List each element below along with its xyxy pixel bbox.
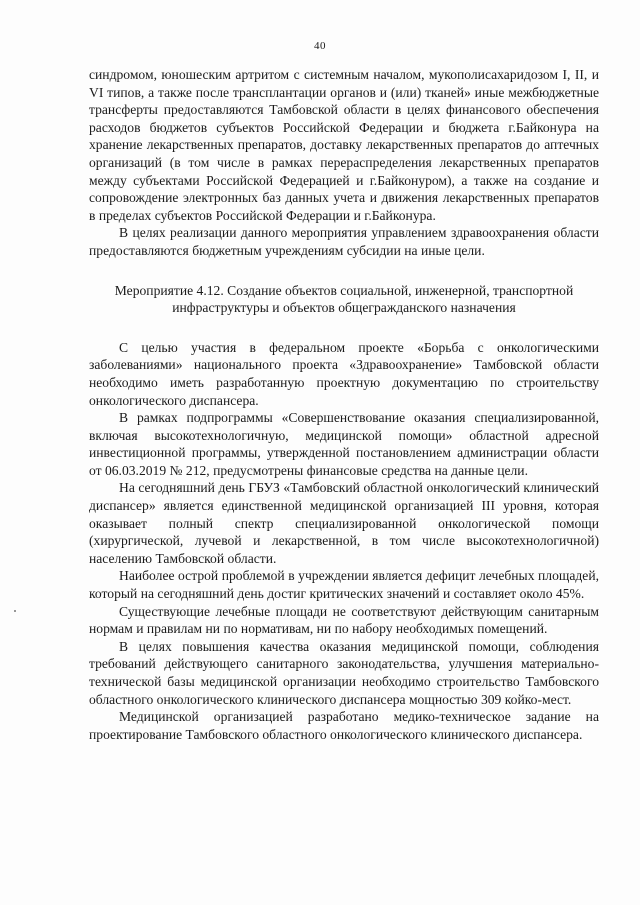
paragraph-continuation: синдромом, юношеским артритом с системным началом, мукополисахаридозом I, II, и VI типов, а также после трансплантации органов и (или) тканей» иные межбюджетные трансферты предоставляются Тамбовской области в целях финансового обеспечения расходов бюджетов субъектов Российской Федерации и бюджета г.Байконура на хранение лекарственных препаратов, доставку лекарственных препаратов до аптечных организаций (в том числе в рамках перераспределения лекарственных препаратов между субъектами Российской Федерацией и г.Байконуром), а также на создание и сопровождение электронных баз данных учета и движения лекарственных препаратов в пределах субъектов Российской Федерации и г.Байконура. xyxy=(89,67,599,223)
section-heading: Мероприятие 4.12. Создание объектов социальной, инженерной, транспортной инфраструктуры и объектов общегражданского назначения xyxy=(114,282,574,316)
paragraph-federal-project: С целью участия в федеральном проекте «Борьба с онкологическими заболеваниями» национального проекта «Здравоохранение» Тамбовской области необходимо иметь разработанную проектную документацию по строительству онкологического диспансера. xyxy=(89,339,599,408)
paragraph-quality-goals: В целях повышения качества оказания медицинской помощи, соблюдения требований действующего санитарного законодательства, улучшения материально-технической базы медицинской организации необходимо строительство Тамбовского областного онкологического клинического диспансера мощностью 309 койко-мест. xyxy=(89,638,599,707)
paragraph-subsidies: В целях реализации данного мероприятия управлением здравоохранения области предоставляются бюджетным учреждениям субсидии на иные цели. xyxy=(89,225,599,258)
paragraph-technical-task: Медицинской организацией разработано медико-техническое задание на проектирование Тамбовского областного онкологического клинического диспансера. xyxy=(89,709,599,742)
document-body xyxy=(89,66,599,743)
paragraph-sanitary-norms: Существующие лечебные площади не соответствуют действующим санитарным нормам и правилам ни по нормативам, ни по набору необходимых помещений. xyxy=(89,603,599,637)
paragraph-space-deficit: Наиболее острой проблемой в учреждении является дефицит лечебных площадей, который на сегодняшний день достиг критических значений и составляет около 45%. xyxy=(89,568,599,602)
paragraph-subprogram: В рамках подпрограммы «Совершенствование оказания специализированной, включая высокотехнологичную, медицинской помощи» областной адресной инвестиционной программы, утвержденной постановлением администрации области от 06.03.2019 № 212, предусмотрены финансовые средства на данные цели. xyxy=(89,410,599,478)
page-number: 40 xyxy=(314,40,326,52)
scan-artifact xyxy=(14,610,16,612)
paragraph-oncology-dispensary: На сегодняшний день ГБУЗ «Тамбовский областной онкологический клинический диспансер» является единственной медицинской организацией III уровня, которая оказывает полный спектр специализированной онкологической помощи (хирургической, лучевой и лекарственной, в том числе высокотехнологичной) населению Тамбовской области. xyxy=(89,480,599,566)
